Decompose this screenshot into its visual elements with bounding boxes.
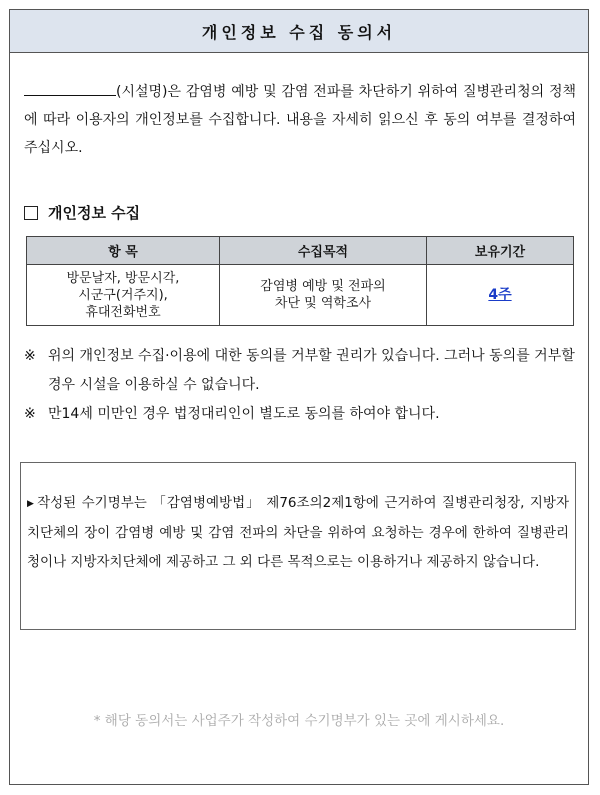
note-text: 만14세 미만인 경우 법정대리인이 별도로 동의를 하여야 합니다. [48, 406, 440, 422]
consent-form [9, 9, 589, 785]
note-text: 위의 개인정보 수집·이용에 대한 동의를 거부할 권리가 있습니다. 그러나 동의를 거부할 경우 시설을 이용하실 수 없습니다. [48, 348, 575, 393]
footer-note: * 해당 동의서는 사업주가 작성하여 수기명부가 있는 곳에 게시하세요. [93, 713, 505, 729]
intro-paragraph [24, 78, 576, 162]
form-title [10, 10, 588, 53]
header-retention: 보유기간 [427, 237, 574, 265]
table-header-row [27, 237, 574, 265]
note-minor [24, 400, 580, 429]
info-table [26, 236, 574, 326]
reference-mark-icon: ※ [24, 406, 36, 422]
item-line: 시군구(거주지), [78, 287, 168, 303]
item-line: 휴대전화번호 [85, 304, 161, 320]
facility-name-blank [24, 79, 116, 96]
table-row [27, 265, 574, 326]
form-title-text: 개인정보 수집 동의서 [201, 22, 397, 42]
retention-period: 4주 [488, 286, 512, 303]
section-heading [24, 202, 140, 223]
item-line: 방문날자, 방문시각, [66, 270, 180, 286]
items-cell [27, 265, 220, 326]
purpose-line: 감염병 예방 및 전파의 [260, 279, 386, 294]
purpose-line: 차단 및 역학조사 [274, 296, 372, 311]
reference-mark-icon: ※ [24, 348, 36, 364]
section-heading-text: 개인정보 수집 [48, 204, 141, 222]
purpose-cell [220, 265, 427, 326]
intro-text: (시설명)은 감염병 예방 및 감염 전파를 차단하기 위하여 질병관리청의 정책에 따라 이용자의 개인정보를 수집합니다. 내용을 자세히 읽으신 후 동의 여부를 결정하여 주십시오. [24, 84, 576, 156]
legal-notice-box [20, 462, 576, 630]
legal-notice-text: 작성된 수기명부는 「감염병예방법」 제76조의2제1항에 근거하여 질병관리청장, 지방자치단체의 장이 감염병 예방 및 감염 전파의 차단을 위하여 요청하는 경우에 한하여 질병관리청이나 지방자치단체에 제공하고 그 외 다른 목적으로는 이용하거나 제공하지 않습니다. [27, 495, 570, 570]
note-refusal-right [24, 342, 580, 400]
header-purpose: 수집목적 [220, 237, 427, 265]
triangle-bullet-icon: ▶ [27, 499, 36, 509]
checkbox-icon [24, 206, 38, 220]
retention-cell [427, 265, 574, 326]
header-item: 항 목 [27, 237, 220, 265]
notes [24, 342, 580, 429]
